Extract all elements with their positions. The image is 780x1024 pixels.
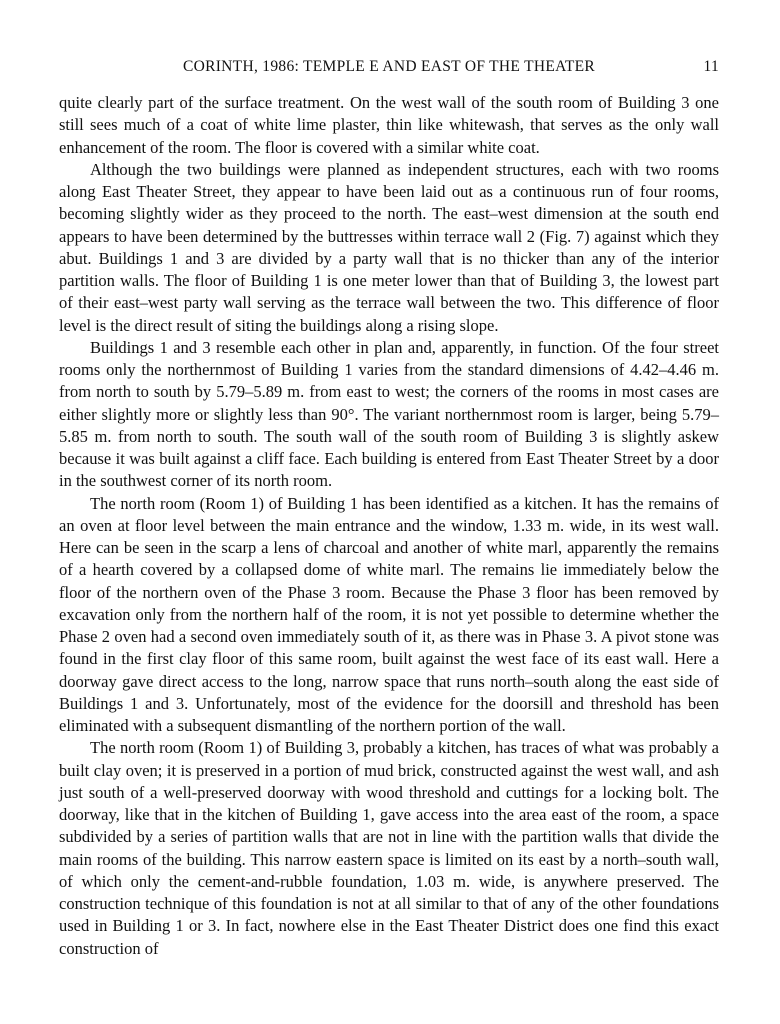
paragraph-continued: quite clearly part of the surface treatment. On the west wall of the south room of Building 3 one still sees much of a coat of white lime plaster, thin like whitewash, that serves as the only wall enhancement of the room. The floor is covered with a similar white coat. <box>59 93 719 157</box>
paragraph-building-plan: Buildings 1 and 3 resemble each other in plan and, apparently, in function. Of the four street rooms only the northernmost of Building 1 varies from the standard dimensions of 4.42–4.46 m. from north to south by 5.79–5.89 m. from east to west; the corners of the rooms in most cases are either slightly more or slightly less than 90°. The variant northernmost room is larger, being 5.79–5.85 m. from north to south. The south wall of the south room of Building 3 is slightly askew because it was built against a cliff face. Each building is entered from East Theater Street by a door in the southwest corner of its north room. <box>59 337 719 491</box>
page-number: 11 <box>703 58 719 75</box>
paragraph-building-3-kitchen: The north room (Room 1) of Building 3, probably a kitchen, has traces of what was probably a built clay oven; it is preserved in a portion of mud brick, constructed against the west wall, and ash just south of a well-preserved doorway with wood threshold and cuttings for a locking bolt. The doorway, like that in the kitchen of Building 1, gave access into the area east of the room, a space subdivided by a series of partition walls that are not in line with the partition walls that divide the main rooms of the building. This narrow eastern space is limited on its east by a north–south wall, of which only the cement-and-rubble foundation, 1.03 m. wide, is anywhere preserved. The construction technique of this foundation is not at all similar to that of any of the other foundations used in Building 1 or 3. In fact, nowhere else in the East Theater District does one find this exact construction of <box>59 738 719 958</box>
body-text <box>59 92 719 960</box>
paragraph-building-layout: Although the two buildings were planned as independent structures, each with two rooms along East Theater Street, they appear to have been laid out as a continuous run of four rooms, becoming slightly wider as they proceed to the north. The east–west dimension at the south end appears to have been determined by the buttresses within terrace wall 2 (Fig. 7) against which they abut. Buildings 1 and 3 are divided by a party wall that is no thicker than any of the interior partition walls. The floor of Building 1 is one meter lower than that of Building 3, the lowest part of their east–west party wall serving as the terrace wall between the two. This difference of floor level is the direct result of siting the buildings along a rising slope. <box>59 159 719 335</box>
paragraph-building-1-kitchen: The north room (Room 1) of Building 1 has been identified as a kitchen. It has the remains of an oven at floor level between the main entrance and the window, 1.33 m. wide, in its west wall. Here can be seen in the scarp a lens of charcoal and another of white marl, apparently the remains of a hearth covered by a collapsed dome of white marl. The remains lie immediately below the floor of the northern oven of the Phase 3 room. Because the Phase 3 floor has been removed by excavation only from the northern half of the room, it is not yet possible to determine whether the Phase 2 oven had a second oven immediately south of it, as there was in Phase 3. A pivot stone was found in the first clay floor of this same room, built against the west face of its east wall. Here a doorway gave direct access to the long, narrow space that runs north–south along the east side of Buildings 1 and 3. Unfortunately, most of the evidence for the doorsill and threshold has been eliminated with a subsequent dismantling of the northern portion of the wall. <box>59 493 719 735</box>
running-title: CORINTH, 1986: TEMPLE E AND EAST OF THE THEATER <box>182 58 596 75</box>
running-header <box>59 58 719 78</box>
